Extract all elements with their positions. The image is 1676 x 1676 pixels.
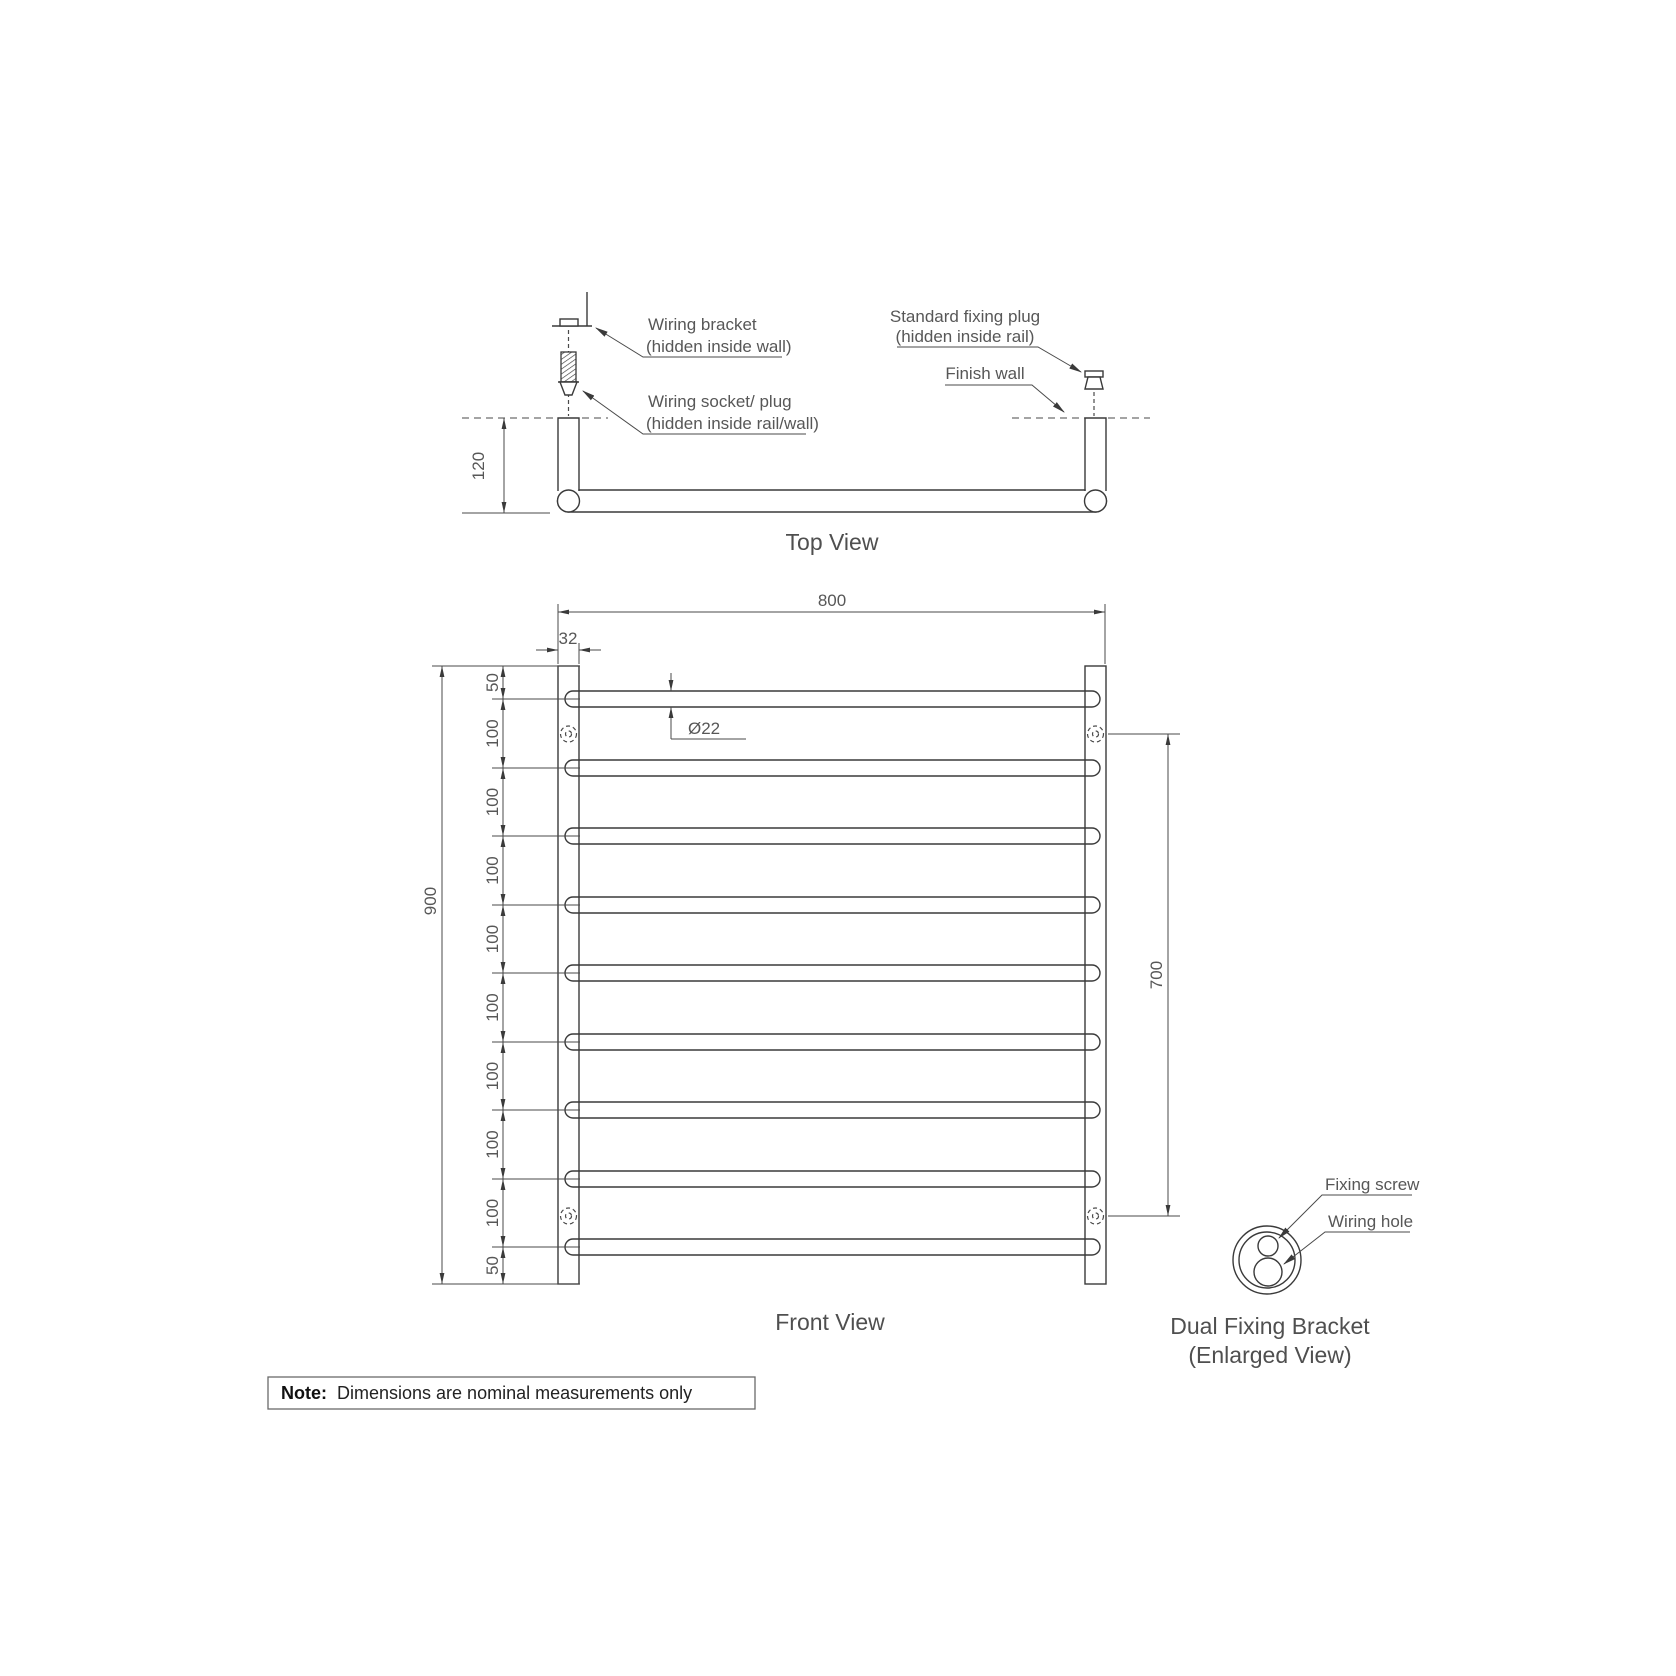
top-rail-tube	[558, 490, 1107, 512]
bracket-circle-inner	[1093, 1213, 1099, 1219]
chain-label: 100	[483, 1061, 502, 1091]
dim-32-label: 32	[558, 629, 578, 648]
dim-800-label: 800	[817, 591, 847, 610]
finish-wall-text: Finish wall	[945, 364, 1025, 383]
fixing-screw-text: Fixing screw	[1325, 1175, 1420, 1194]
wiring-socket-text-1: Wiring socket/ plug	[648, 392, 792, 411]
wiring-bracket-symbol	[552, 292, 592, 326]
bracket-detail-title-2: (Enlarged View)	[1188, 1342, 1352, 1368]
dim-32	[536, 629, 601, 664]
rung	[565, 828, 1100, 844]
rung	[565, 1171, 1100, 1187]
bracket-circle-inner	[566, 1213, 572, 1219]
note-label: Note:	[281, 1383, 327, 1403]
wiring-socket-symbol	[558, 352, 579, 395]
wiring-bracket-text-2: (hidden inside wall)	[646, 337, 792, 356]
bracket-circle	[1088, 726, 1104, 742]
label-wiring-socket	[583, 391, 819, 434]
bracket-circle	[1088, 1208, 1104, 1224]
rung	[565, 760, 1100, 776]
fixing-plug-text-2: (hidden inside rail)	[895, 327, 1035, 346]
bracket-detail	[1170, 1175, 1420, 1368]
rungs	[565, 691, 1100, 1255]
chain-label: 50	[483, 1256, 502, 1275]
top-view-title: Top View	[785, 529, 879, 555]
rung	[565, 965, 1100, 981]
fixing-plug-symbol	[1085, 371, 1103, 389]
rung	[565, 1239, 1100, 1255]
bracket-inner-circle	[1239, 1232, 1295, 1288]
dim-120-label: 120	[469, 451, 488, 481]
fixing-plug-text-1: Standard fixing plug	[889, 307, 1041, 326]
rung	[565, 691, 1100, 707]
bracket-circle	[561, 726, 577, 742]
label-finish-wall	[945, 364, 1064, 412]
chain-label: 100	[483, 787, 502, 817]
wiring-hole	[1254, 1258, 1282, 1286]
bracket-detail-title-1: Dual Fixing Bracket	[1170, 1313, 1370, 1339]
top-left-post-fill	[559, 418, 579, 491]
note-box	[268, 1377, 755, 1409]
finish-wall-leader	[945, 385, 1064, 412]
bracket-circle	[561, 1208, 577, 1224]
front-view	[421, 591, 1180, 1335]
dim-700	[1108, 734, 1180, 1216]
fixing-screw-hole	[1258, 1236, 1278, 1256]
label-wiring-hole	[1284, 1212, 1413, 1264]
dim-900-label: 900	[421, 886, 440, 916]
chain-label: 100	[483, 993, 502, 1022]
chain-label: 100	[483, 924, 502, 954]
note-text: Dimensions are nominal measurements only	[337, 1383, 693, 1403]
label-fixing-plug	[890, 307, 1081, 372]
chain-label: 100	[483, 1198, 502, 1228]
chain-label: 50	[483, 673, 502, 692]
rung	[565, 897, 1100, 913]
wiring-socket-text-2: (hidden inside rail/wall)	[646, 414, 819, 433]
dim-700-label: 700	[1147, 960, 1166, 990]
rung	[565, 1034, 1100, 1050]
wiring-bracket-text-1: Wiring bracket	[648, 315, 757, 334]
bracket-circle-inner	[1093, 731, 1099, 737]
chain-label: 100	[483, 1130, 502, 1159]
top-left-post-circle	[558, 490, 580, 512]
dim-800	[558, 591, 1105, 664]
front-view-title: Front View	[775, 1309, 885, 1335]
bracket-circle-inner	[566, 731, 572, 737]
dim-120	[462, 418, 550, 513]
rung	[565, 1102, 1100, 1118]
dim-900	[421, 666, 580, 1284]
chain-label: 100	[483, 719, 502, 748]
wiring-hole-leader	[1284, 1232, 1410, 1264]
top-view	[462, 292, 1150, 555]
top-right-post-fill	[1086, 418, 1106, 491]
wiring-hole-text: Wiring hole	[1328, 1212, 1414, 1231]
chain-label: 100	[483, 856, 502, 885]
label-wiring-bracket	[596, 315, 792, 357]
dim-22-label: Ø22	[688, 719, 721, 738]
top-right-post-circle	[1085, 490, 1107, 512]
